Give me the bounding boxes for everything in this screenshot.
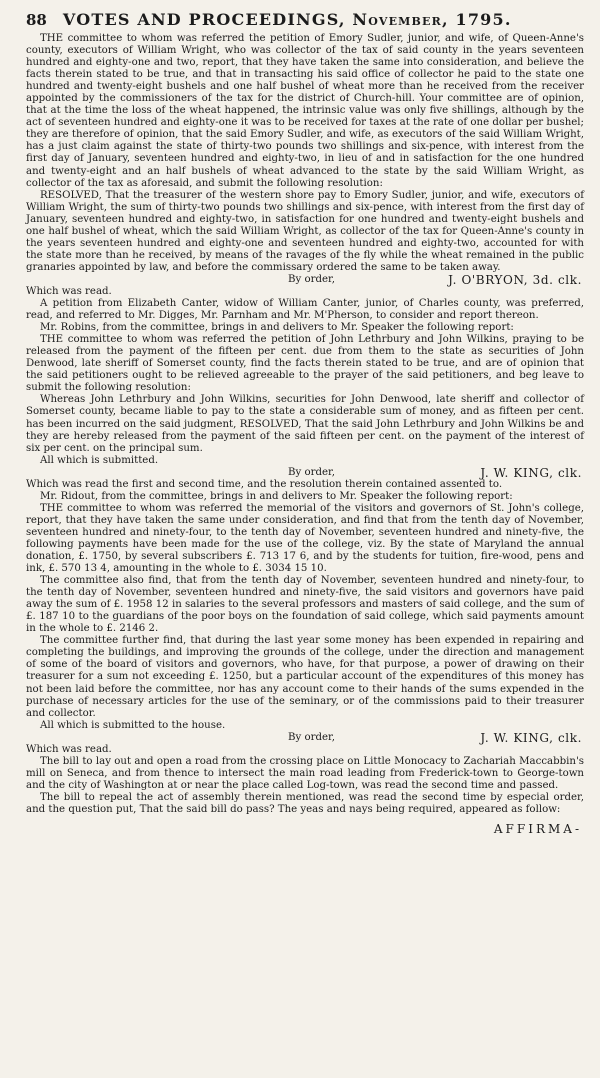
paragraph: The bill to repeal the act of assembly therein mentioned, was read the second time by especial order, and the question put, That the said bill do pass? The yeas and nays being required, appeared as follow: xyxy=(26,791,584,815)
paragraph: Mr. Robins, from the committee, brings in and delivers to Mr. Speaker the following report: xyxy=(40,322,514,334)
paragraph: Which was read the first and second time, and the resolution therein contained assented to. xyxy=(26,478,503,490)
paragraph: A petition from Elizabeth Canter, widow of William Canter, junior, of Charles county, was preferred, read, and referred to Mr. Digges, Mr. Parnham and Mr. M'Pherson, to consider and report thereon. xyxy=(26,298,584,322)
signature-block xyxy=(26,732,584,744)
by-order-label: By order, xyxy=(288,466,336,478)
report-lethrbury-wilkins xyxy=(26,286,584,479)
clerk-name: J. W. KING, clk. xyxy=(480,730,582,745)
paragraph: The committee further find, that during the last year some money has been expended in repairing and completing the buildings, and improving the grounds of the college, under the direction and management of some of the board of visitors and governors, who have, for that purpose, a power of drawing on their treasurer for a sum not exceeding £. 1250, but a particular account of the expenditures of this money has not been laid before the committee, nor has any account come to their hands of the sums expended in the purchase of necessary articles for the use of the seminary, or of the commissions paid to their treasurer and collector. xyxy=(26,635,584,719)
paragraph: All which is submitted to the house. xyxy=(40,719,226,731)
clerk-name: J. O'BRYON, 3d. clk. xyxy=(448,272,582,287)
paragraph: All which is submitted. xyxy=(40,454,159,466)
paragraph: Which was read. xyxy=(26,285,112,297)
paragraph: THE committee to whom was referred the petition of John Lethrbury and John Wilkins, praying to be released from the payment of the fifteen per cent. due from them to the state as securities of John Denwood, late sheriff of Somerset county, find the facts therein stated to be true, and are of opinion that the said petitioners ought to be relieved agreeable to the prayer of the said petitioners, and beg leave to submit the following resolution: xyxy=(26,334,584,394)
catchword: AFFIRMA- xyxy=(493,822,582,837)
report-st-johns-college xyxy=(26,479,584,744)
by-order-label: By order, xyxy=(288,273,336,285)
document-body xyxy=(26,33,584,816)
page-number: 88 xyxy=(26,11,47,29)
signature-block xyxy=(26,274,584,286)
paragraph: Whereas John Lethrbury and John Wilkins, securities for John Denwood, late sheriff and collector of Somerset county, became liable to pay to the state a considerable sum of money, and as fifteen per cent. has been incurred on the said judgment, RESOLVED, That the said John Lethrbury and John Wilkins be and they are hereby released from the payment of the said fifteen per cent. on the payment of the interest of six per cent. on the principal sum. xyxy=(26,394,584,454)
signature-block xyxy=(26,467,584,479)
paragraph: THE committee to whom was referred the memorial of the visitors and governors of St. John's college, report, that they have taken the same under consideration, and find that from the tenth day of November, seventeen hundred and ninety-four, to the tenth day of November, seventeen hundred and ninety-five, the following payments have been made for the use of the college, viz. By the state of Maryland the annual donation, £. 1750, by several subscribers £. 713 17 6, and by the students for tuition, fire-wood, pens and ink, £. 570 13 4, amounting in the whole to £. 3034 15 10. xyxy=(26,502,584,575)
paragraph: THE committee to whom was referred the petition of Emory Sudler, junior, and wife, of Queen-Anne's county, executors of William Wright, who was collector of the tax of said county in the years seventeen hundred and eighty-one and two, report, that they have taken the same into consideration, and believe the facts therein stated to be true, and that in transacting his said office of collector he paid to the state one hundred and twenty-eight bushels and one half bushel of wheat more than he received from the receiver appointed by the commissioners of the tax for the district of Church-hill. Your committee are of opinion, that at the time the loss of the wheat happened, the intrinsic value was only five shillings, although by the act of seventeen hundred and eighty-one it was to be received for taxes at the rate of one dollar per bushel; they are therefore of opinion, that the said Emory Sudler, and wife, as executors of the said William Wright, has a just claim against the state of thirty-two pounds two shillings and six-pence, with interest from the first day of January, seventeen hundred and eighty-two, in lieu of and in satisfaction for the one hundred and twenty-eight and an half bushels of wheat advanced to the state by the said William Wright, as collector of the tax as aforesaid, and submit the following resolution: xyxy=(26,33,584,189)
paragraph: Which was read. xyxy=(26,743,112,755)
bills-proceedings xyxy=(26,744,584,816)
paragraph: The committee also find, that from the tenth day of November, seventeen hundred and ninety-four, to the tenth day of November, seventeen hundred and ninety-five, the said visitors and governors have paid away the sum of £. 1958 12 in salaries to the several professors and masters of said college, and the sum of £. 187 10 to the guardians of the poor boys on the foundation of said college, which said payments amount in the whole to £. 2146 2. xyxy=(26,575,584,635)
running-title: VOTES AND PROCEEDINGS, November, 1795. xyxy=(62,10,512,29)
paragraph: Mr. Ridout, from the committee, brings in and delivers to Mr. Speaker the following report: xyxy=(40,490,513,502)
paragraph: The bill to lay out and open a road from the crossing place on Little Monocacy to Zachariah Maccabbin's mill on Seneca, and from thence to intersect the main road leading from Frederick-town to George-town and the city of Washington at or near the place called Log-town, was read the second time and passed. xyxy=(26,755,584,791)
by-order-label: By order, xyxy=(288,731,336,743)
resolution-paragraph: RESOLVED, That the treasurer of the western shore pay to Emory Sudler, junior, and wife, executors of William Wright, the sum of thirty-two pounds two shillings and six-pence, with interest from the first day of January, seventeen hundred and eighty-two, in satisfaction for one hundred and twenty-eight bushels and one half bushel of wheat, which the said William Wright, as collector of the tax for Queen-Anne's county in the years seventeen hundred and eighty-one and seventeen hundred and eighty-two, accounted for with the state more than he received, by means of the ravages of the fly while the wheat remained in the public granaries appointed by law, and before the commissary ordered the same to be taken away. xyxy=(26,189,584,273)
page-header xyxy=(26,10,584,29)
report-emory-sudler xyxy=(26,33,584,286)
clerk-name: J. W. KING, clk. xyxy=(480,465,582,480)
